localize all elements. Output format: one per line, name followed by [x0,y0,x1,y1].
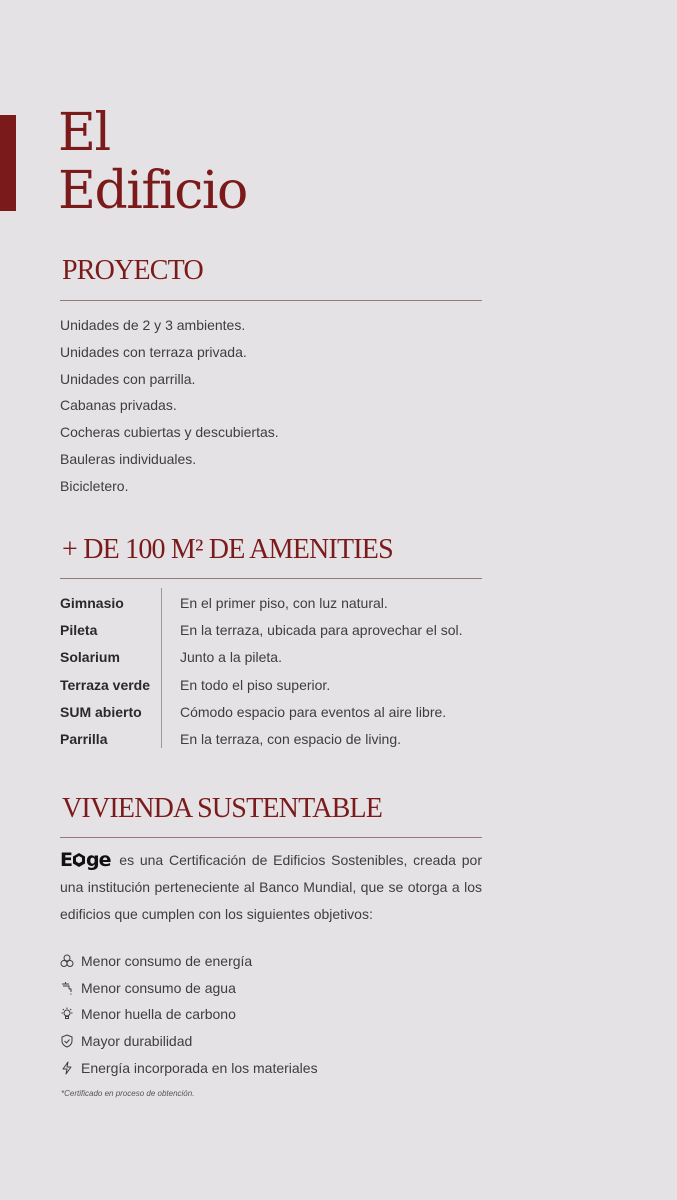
edge-cube-icon [73,853,85,867]
list-item: Bauleras individuales. [60,450,197,467]
sustentable-heading: VIVIENDA SUSTENTABLE [62,793,383,824]
page-title-line-1: El [58,103,110,163]
table-row [60,726,490,753]
sustentable-divider [60,837,482,838]
list-item [60,1001,318,1028]
table-row [60,617,490,644]
amenity-name: Solarium [60,649,120,666]
objectives-list [60,948,318,1081]
amenity-name: Pileta [60,622,98,639]
list-item [60,1028,318,1055]
proyecto-divider [60,300,482,301]
objective-label: Menor consumo de agua [81,979,236,996]
amenity-name: Parrilla [60,730,108,747]
footnote: *Certificado en proceso de obtención. [61,1089,195,1098]
proyecto-list [60,312,279,500]
amenity-description: Cómodo espacio para eventos al aire libre. [180,703,447,720]
edge-description [60,847,482,928]
table-row [60,590,490,617]
amenity-name: Terraza verde [60,676,151,693]
table-row [60,672,490,699]
amenity-description: En el primer piso, con luz natural. [180,595,388,611]
proyecto-heading: PROYECTO [62,255,203,286]
amenity-description: Junto a la pileta. [180,649,282,666]
list-item: Unidades de 2 y 3 ambientes. [60,317,246,333]
page-title [58,104,247,220]
amenity-description: En la terraza, ubicada para aprovechar el sol. [180,622,463,639]
energy-icon [60,954,74,968]
list-item: Unidades con parrilla. [60,370,196,387]
amenities-table [60,590,490,753]
list-item: Bicicletero. [60,477,129,494]
shield-icon [60,1034,74,1048]
edge-description-text: es una Certificación de Edificios Sostenibles, creada por una institución perteneciente al Banco Mundial, que se otorga a los edificios que cumplen con los siguientes objetivos: [60,852,482,922]
amenities-heading: + DE 100 M² DE AMENITIES [62,534,393,565]
amenity-description: En la terraza, con espacio de living. [180,730,402,747]
lightning-icon [60,1061,74,1075]
amenity-name: SUM abierto [60,703,142,720]
objective-label: Menor consumo de energía [81,953,253,970]
accent-bar [0,115,16,211]
water-tap-icon [60,981,74,995]
table-row [60,699,490,726]
amenity-name: Gimnasio [60,595,124,611]
amenities-divider [60,578,482,579]
list-item [60,1054,318,1081]
objective-label: Menor huella de carbono [81,1006,236,1023]
lightbulb-icon [60,1007,74,1021]
page-title-line-2: Edificio [58,161,247,221]
list-item: Cabanas privadas. [60,397,177,414]
list-item: Unidades con terraza privada. [60,343,247,360]
list-item: Cocheras cubiertas y descubiertas. [60,424,279,441]
list-item [60,948,318,975]
objective-label: Energía incorporada en los materiales [81,1059,318,1076]
table-row [60,644,490,671]
objective-label: Mayor durabilidad [81,1033,193,1050]
list-item [60,975,318,1002]
edge-logo: E ge [60,849,111,871]
amenity-description: En todo el piso superior. [180,676,331,693]
